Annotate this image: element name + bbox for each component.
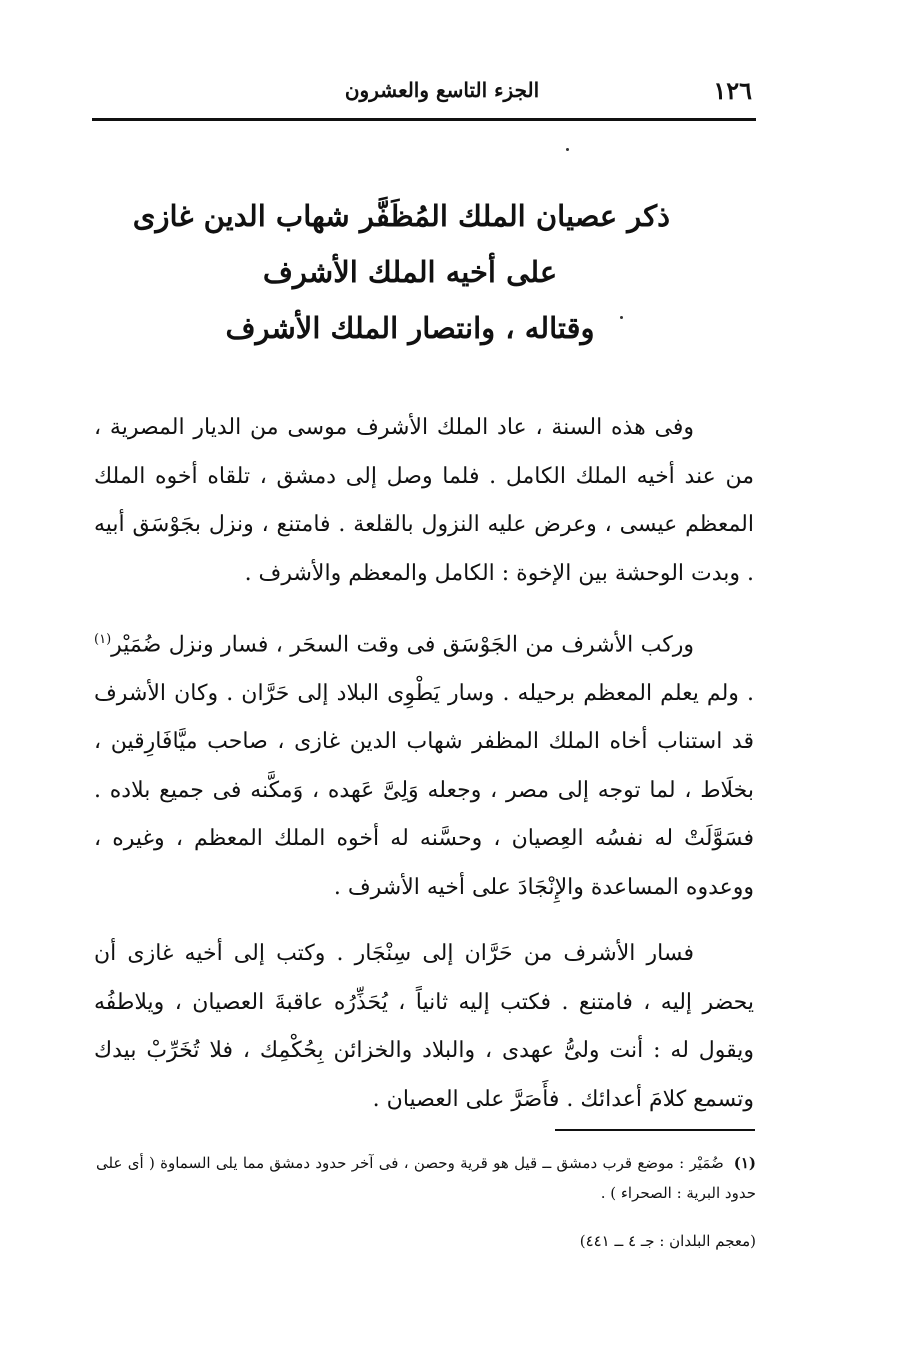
heading-line-2: على أخيه الملك الأشرف	[262, 255, 558, 289]
footnote-text: ضُمَيْر : موضع قرب دمشق ــ قيل هو قرية وحصن ، فى آخر حدود دمشق مما يلى السماوة ( أى على حدود البرية : الصحراء ) .	[96, 1154, 756, 1202]
heading-line-1: ذكر عصيان الملك المُظَفَّر شهاب الدين غازى	[132, 199, 670, 233]
paragraph-2-start: وركب الأشرف من الجَوْسَق فى وقت السحَر ، فسار ونزل ضُمَيْر	[111, 632, 694, 658]
body-text	[94, 404, 754, 1124]
footnote-number: (١)	[733, 1154, 756, 1172]
footnote-marker: (١)	[94, 632, 112, 647]
footnote	[96, 1148, 756, 1256]
paragraph-1: وفى هذه السنة ، عاد الملك الأشرف موسى من الديار المصرية ، من عند أخيه الملك الكامل . فلما وصل إلى دمشق ، تلقاه أخوه الملك المعظم عيسى ، وعرض عليه النزول بالقلعة . فامتنع ، ونزل بجَوْسَق أبيه . وبدت الوحشة بين الإخوة : الكامل والمعظم والأشرف .	[94, 415, 754, 586]
paragraph-2-end: . ولم يعلم المعظم برحيله . وسار يَطْوِى البلاد إلى حَرَّان . وكان الأشرف قد استناب أخاه الملك المظفر شهاب الدين غازى ، صاحب ميَّافَارِقين ، بخلَاط ، لما توجه إلى مصر ، وجعله وَلِىَّ عَهده ، وَمكَّنه فى جميع بلاده . فسَوَّلَتْ له نفسُه العِصيان ، وحسَّنه له أخوه الملك المعظم ، وغيره ، ووعدوه المساعدة والإِنْجَادَ على أخيه الأشرف .	[94, 680, 754, 900]
footnote-entry	[96, 1148, 756, 1208]
footnote-source: (معجم البلدان : جـ ٤ ــ ٤٤١)	[579, 1232, 756, 1250]
paragraph-2	[94, 616, 754, 912]
footnote-rule	[555, 1129, 755, 1131]
scan-speck	[620, 316, 623, 319]
header-rule	[92, 118, 756, 121]
page-header	[92, 72, 752, 112]
scan-speck	[566, 148, 569, 151]
chapter-heading	[132, 188, 670, 356]
heading-line-3: وقتاله ، وانتصار الملك الأشرف	[225, 311, 595, 345]
paragraph-3: فسار الأشرف من حَرَّان إلى سِنْجَار . وكتب إلى أخيه غازى أن يحضر إليه ، فامتنع . فكتب إليه ثانياً ، يُحَذِّرُه عاقبةَ العصيان ، ويلاطفُه ويقول له : أنت ولىُّ عهدى ، والبلاد والخزائن بِحُكْمِك ، فلا تُخَرِّبْ بيدك وتسمع كلامَ أعدائك . فأَصَرَّ على العصيان .	[94, 941, 754, 1112]
page-number: ١٢٦	[713, 76, 752, 105]
running-title: الجزء التاسع والعشرون	[344, 78, 540, 102]
